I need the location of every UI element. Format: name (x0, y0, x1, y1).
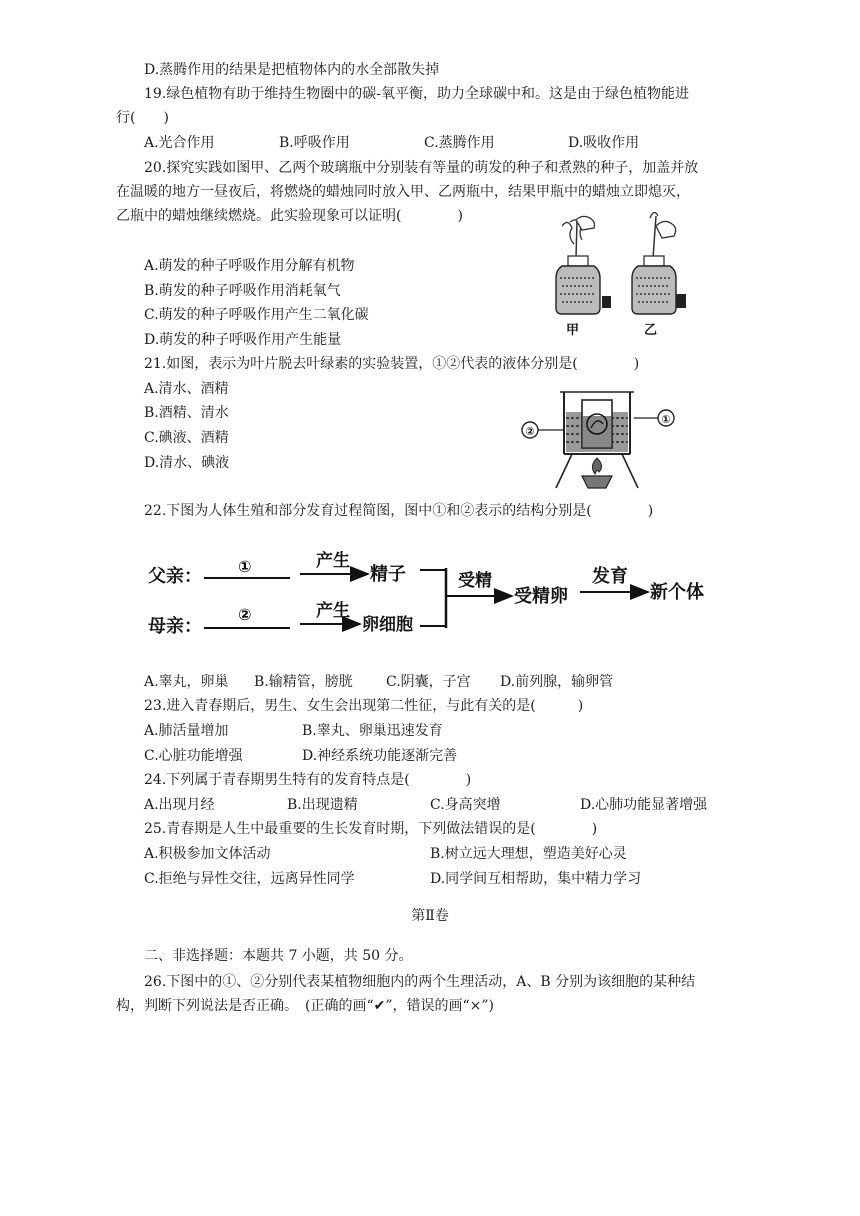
q21-option-c: C.碘液、酒精 (144, 430, 229, 446)
q23-option-d: D.神经系统功能逐渐完善 (302, 748, 458, 764)
jar-jia (556, 216, 611, 314)
q24-option-c: C.身高突增 (430, 797, 501, 813)
q19-option-b: B.呼吸作用 (279, 135, 350, 151)
apparatus-label-1: ① (661, 413, 671, 426)
jar-yi (632, 212, 686, 314)
q25-stem: 25.青春期是人生中最重要的生长发育时期，下列做法错误的是( ) (144, 821, 598, 837)
q19-stem-line1: 19.绿色植物有助于维持生物圈中的碳-氧平衡，助力全球碳中和。这是由于绿色植物能进 (144, 86, 689, 102)
q25-option-b: B.树立远大理想，塑造美好心灵 (430, 846, 627, 862)
diagram-marker-2: ② (238, 605, 252, 624)
q19-option-a: A.光合作用 (144, 135, 215, 151)
q20-stem-line1: 20.探究实践如图甲、乙两个玻璃瓶中分别装有等量的萌发的种子和煮熟的种子，加盖并放 (144, 160, 699, 176)
q24-stem: 24.下列属于青春期男生特有的发育特点是( ) (144, 772, 472, 788)
diagram-father: 父亲： (148, 566, 202, 587)
q23-option-b: B.睾丸、卵巢迅速发育 (302, 723, 443, 739)
diagram-zygote: 受精卵 (514, 586, 568, 607)
q23-stem: 23.进入青春期后，男生、女生会出现第二性征，与此有关的是( ) (144, 698, 584, 714)
q20-option-d: D.萌发的种子呼吸作用产生能量 (144, 332, 342, 348)
part2-title: 第Ⅱ卷 (411, 908, 449, 924)
q25-option-c: C.拒绝与异性交往，远离异性同学 (144, 871, 355, 887)
q23-option-a: A.肺活量增加 (144, 723, 229, 739)
q25-option-a: A.积极参加文体活动 (144, 846, 271, 862)
q23-option-c: C.心脏功能增强 (144, 748, 243, 764)
q20-option-a: A.萌发的种子呼吸作用分解有机物 (144, 258, 355, 274)
q21-option-b: B.酒精、清水 (144, 405, 229, 421)
diagram-develop: 发育 (592, 566, 628, 587)
diagram-produce-1: 产生 (316, 551, 350, 571)
q22-option-b: B.输精管，膀胱 (254, 674, 353, 690)
q19-option-d: D.吸收作用 (568, 135, 640, 151)
jar-experiment-figure (540, 212, 700, 337)
q22-option-c: C.阴囊，子宫 (386, 674, 471, 690)
q22-stem: 22.下图为人体生殖和部分发育过程简图，图中①和②表示的结构分别是( ) (144, 503, 654, 519)
q24-option-d: D.心肺功能显著增强 (580, 797, 708, 813)
q26-stem-line1: 26.下图中的①、②分别代表某植物细胞内的两个生理活动，A、B 分别为该细胞的某种结 (144, 974, 696, 990)
q20-option-b: B.萌发的种子呼吸作用消耗氧气 (144, 283, 341, 299)
q24-option-b: B.出现遗精 (287, 797, 358, 813)
diagram-egg: 卵细胞 (362, 615, 413, 635)
jar-label-jia: 甲 (566, 323, 580, 337)
chlorophyll-apparatus-figure (520, 378, 720, 490)
diagram-mother: 母亲： (148, 616, 202, 637)
q20-stem-line3: 乙瓶中的蜡烛继续燃烧。此实验现象可以证明( ) (116, 208, 463, 224)
q20-stem-line2: 在温暖的地方一昼夜后，将燃烧的蜡烛同时放入甲、乙两瓶中，结果甲瓶中的蜡烛立即熄灭， (116, 184, 690, 200)
apparatus-label-2: ② (525, 425, 535, 438)
diagram-marker-1: ① (238, 557, 252, 576)
q20-option-c: C.萌发的种子呼吸作用产生二氧化碳 (144, 307, 369, 323)
q21-stem: 21.如图，表示为叶片脱去叶绿素的实验装置，①②代表的液体分别是( ) (144, 356, 640, 372)
part2-heading: 二、非选择题：本题共 7 小题，共 50 分。 (144, 948, 413, 964)
q19-option-c: C.蒸腾作用 (424, 135, 495, 151)
diagram-produce-2: 产生 (316, 601, 350, 621)
diagram-fertilize: 受精 (458, 571, 492, 591)
jar-label-yi: 乙 (644, 323, 658, 337)
q21-option-d: D.清水、碘液 (144, 455, 230, 471)
diagram-new-individual: 新个体 (650, 582, 704, 603)
q21-option-a: A.清水、酒精 (144, 381, 229, 397)
q19-stem-line2: 行( ) (116, 110, 169, 126)
q25-option-d: D.同学间互相帮助，集中精力学习 (430, 871, 642, 887)
q22-option-d: D.前列腺，输卵管 (500, 674, 614, 690)
q18-option-d: D.蒸腾作用的结果是把植物体内的水全部散失掉 (144, 62, 440, 78)
q26-stem-line2: 构，判断下列说法是否正确。 (正确的画“✔”，错误的画“×”) (116, 998, 495, 1014)
q22-option-a: A.睾丸，卵巢 (144, 674, 229, 690)
q24-option-a: A.出现月经 (144, 797, 215, 813)
diagram-sperm: 精子 (370, 564, 406, 585)
reproduction-flow-diagram (140, 548, 730, 644)
